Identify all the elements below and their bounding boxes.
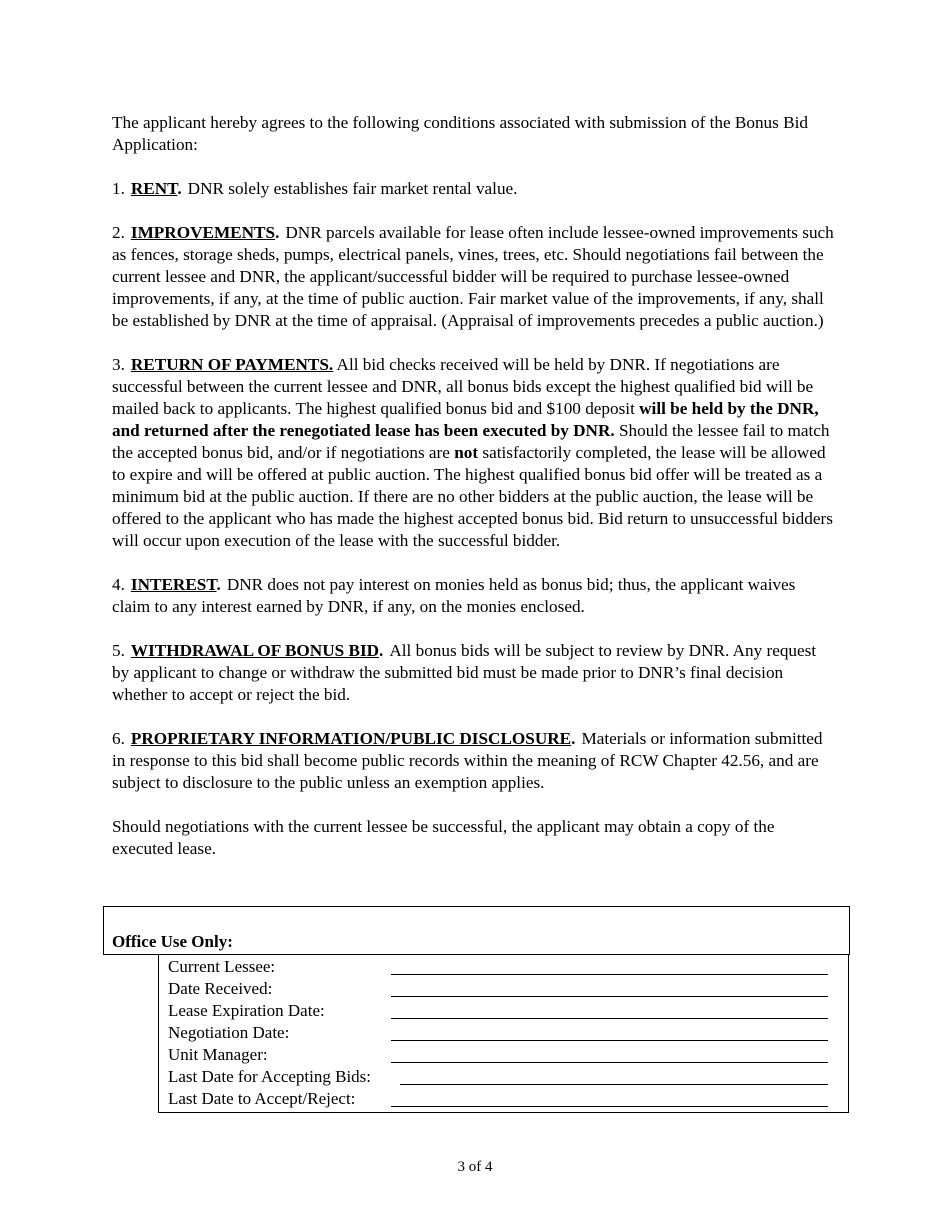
section-rent: 1. RENT. DNR solely establishes fair market rental value.: [112, 179, 518, 198]
document-body: [112, 112, 836, 882]
section-proprietary: 6. PROPRIETARY INFORMATION/PUBLIC DISCLOSURE. Materials or information submitted in response to this bid shall become public records within the meaning of RCW Chapter 42.56, and are subject to disclosure to the public unless an exemption applies.: [112, 729, 823, 792]
closing-paragraph: Should negotiations with the current lessee be successful, the applicant may obtain a copy of the executed lease.: [112, 817, 775, 858]
section-heading: PROPRIETARY INFORMATION/PUBLIC DISCLOSURE: [130, 729, 572, 748]
page-number: 3 of 4: [457, 1159, 493, 1175]
fill-line[interactable]: [400, 1084, 828, 1085]
section-interest: 4. INTEREST. DNR does not pay interest on monies held as bonus bid; thus, the applicant waives claim to any interest earned by DNR, if any, on the monies enclosed.: [112, 575, 796, 616]
office-use-title: Office Use Only:: [112, 932, 233, 951]
section-improvements: 2. IMPROVEMENTS. DNR parcels available for lease often include lessee-owned improvements such as fences, storage sheds, pumps, electrical panels, vines, trees, etc. Should negotiations fail between the current lessee and DNR, the applicant/successful bidder will be required to purchase lessee-owned improvements, if any, at the time of public auction. Fair market value of the improvements, if any, shall be established by DNR at the time of appraisal. (Appraisal of improvements precedes a public auction.): [112, 223, 834, 330]
fill-line[interactable]: [391, 1062, 828, 1063]
fill-line[interactable]: [391, 996, 828, 997]
section-withdrawal: 5. WITHDRAWAL OF BONUS BID. All bonus bids will be subject to review by DNR. Any request by applicant to change or withdraw the submitted bid must be made prior to DNR’s final decision whether to accept or reject the bid.: [112, 641, 817, 704]
fill-line[interactable]: [391, 1018, 828, 1019]
fill-line[interactable]: [391, 974, 828, 975]
office-use-header: [103, 906, 850, 955]
section-heading: IMPROVEMENTS: [130, 223, 276, 242]
section-return-of-payments: 3. RETURN OF PAYMENTS. All bid checks received will be held by DNR. If negotiations are successful between the current lessee and DNR, all bonus bids except the highest qualified bid will be mailed back to applicants. The highest qualified bonus bid and $100 deposit will be held by the DNR, and returned after the renegotiated lease has been executed by DNR. Should the lessee fail to match the accepted bonus bid, and/or if negotiations are not satisfactorily completed, the lease will be allowed to expire and will be offered at public auction. The highest qualified bonus bid offer will be treated as a minimum bid at the public auction. If there are no other bidders at the public auction, the lease will be offered to the applicant who has made the highest accepted bonus bid. Bid return to unsuccessful bidders will occur upon execution of the lease with the successful bidder.: [112, 355, 833, 550]
section-heading: RETURN OF PAYMENTS.: [130, 355, 334, 374]
intro-paragraph: The applicant hereby agrees to the following conditions associated with submission of the Bonus Bid Application:: [112, 113, 808, 154]
fill-line[interactable]: [391, 1040, 828, 1041]
office-use-table: Current Lessee: Date Received: Lease Expiration Date: Negotiation Date: Unit Manager: Last Date for Accepting Bids: Last Date to Accept/Reject:: [158, 954, 849, 1113]
section-heading: WITHDRAWAL OF BONUS BID: [130, 641, 380, 660]
bold-text: will be held by the DNR, and returned after the renegotiated lease has been executed by DNR.: [112, 399, 819, 440]
fill-line[interactable]: [391, 1106, 828, 1107]
section-heading: RENT: [130, 179, 178, 198]
section-heading: INTEREST: [130, 575, 217, 594]
bold-text: not: [454, 443, 479, 462]
